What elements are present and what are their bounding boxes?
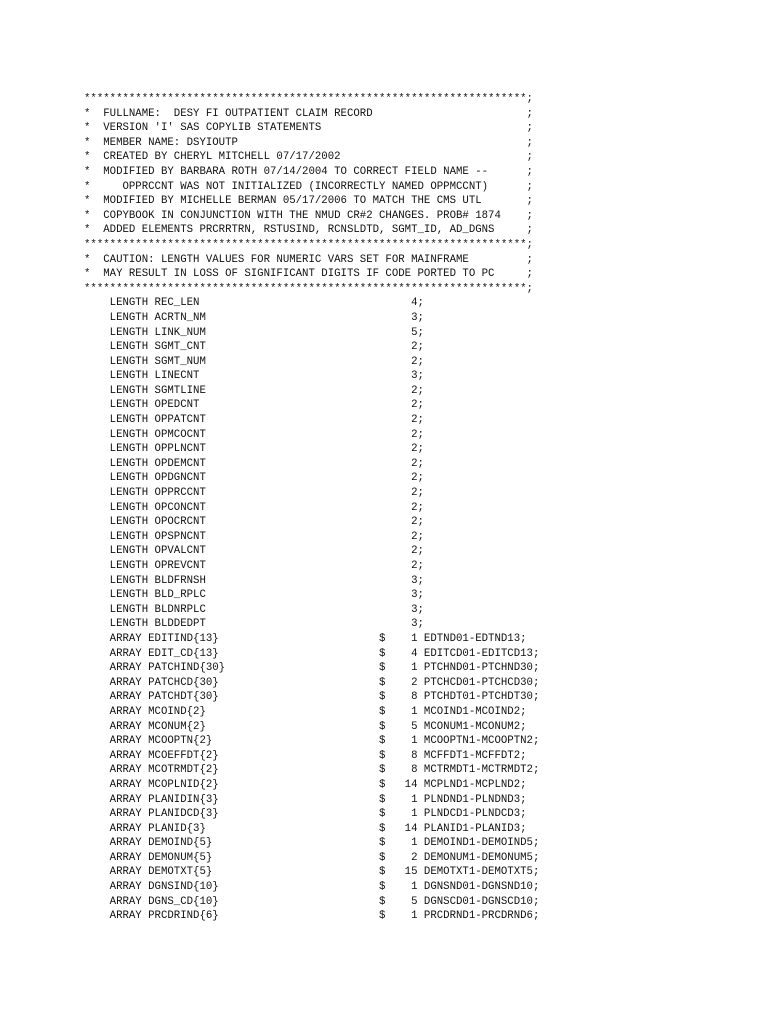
- length-line: LENGTH OPOCRCNT 2;: [84, 516, 424, 529]
- length-line: LENGTH OPCONCNT 2;: [84, 501, 424, 514]
- array-line: ARRAY EDITIND{13} $ 1 EDTND01-EDTND13;: [84, 632, 527, 645]
- array-line: ARRAY PLANIDCD{3} $ 1 PLNDCD1-PLNDCD3;: [84, 808, 527, 821]
- array-line: ARRAY PRCDRIND{6} $ 1 PRCDRND1-PRCDRND6;: [84, 910, 540, 923]
- header-line: * ADDED ELEMENTS PRCRRTRN, RSTUSIND, RCNSLDTD, SGMT_ID, AD_DGNS ;: [84, 224, 533, 237]
- header-line: *********************************************************************;: [84, 282, 533, 295]
- header-line: * MODIFIED BY MICHELLE BERMAN 05/17/2006 TO MATCH THE CMS UTL ;: [84, 195, 533, 208]
- length-line: LENGTH BLDNRPLC 3;: [84, 603, 424, 616]
- array-line: ARRAY EDIT_CD{13} $ 4 EDITCD01-EDITCD13;: [84, 647, 540, 660]
- length-line: LENGTH OPREVCNT 2;: [84, 560, 424, 572]
- header-line: * MODIFIED BY BARBARA ROTH 07/14/2004 TO CORRECT FIELD NAME -- ;: [84, 165, 533, 178]
- array-line: ARRAY DEMONUM{5} $ 2 DEMONUM1-DEMONUM5;: [84, 851, 540, 864]
- array-line: ARRAY PATCHDT{30} $ 8 PTCHDT01-PTCHDT30;: [84, 691, 540, 704]
- length-line: LENGTH BLDDEDPT 3;: [84, 618, 424, 631]
- length-line: LENGTH OPSPNCNT 2;: [84, 530, 424, 543]
- sas-copylib-code: [84, 92, 539, 924]
- array-line: ARRAY DGNSIND{10} $ 1 DGNSND01-DGNSND10;: [84, 881, 540, 894]
- array-line: ARRAY MCONUM{2} $ 5 MCONUM1-MCONUM2;: [84, 720, 527, 733]
- length-line: LENGTH SGMT_NUM 2;: [84, 355, 424, 368]
- length-line: LENGTH OPMCOCNT 2;: [84, 428, 424, 441]
- length-line: LENGTH OPVALCNT 2;: [84, 545, 424, 558]
- header-line: * CAUTION: LENGTH VALUES FOR NUMERIC VARS SET FOR MAINFRAME ;: [84, 253, 533, 266]
- header-line: * CREATED BY CHERYL MITCHELL 07/17/2002 ;: [84, 151, 533, 164]
- header-line: * FULLNAME: DESY FI OUTPATIENT CLAIM RECORD ;: [84, 107, 533, 120]
- array-line: ARRAY PLANIDIN{3} $ 1 PLNDND1-PLNDND3;: [84, 793, 527, 806]
- length-line: LENGTH LINECNT 3;: [84, 370, 424, 383]
- header-line: *********************************************************************;: [84, 238, 533, 251]
- length-line: LENGTH LINK_NUM 5;: [84, 326, 424, 339]
- array-line: ARRAY PLANID{3} $ 14 PLANID1-PLANID3;: [84, 822, 527, 835]
- array-line: ARRAY DGNS_CD{10} $ 5 DGNSCD01-DGNSCD10;: [84, 895, 540, 908]
- length-line: LENGTH OPPLNCNT 2;: [84, 443, 424, 456]
- array-line: ARRAY MCOTRMDT{2} $ 8 MCTRMDT1-MCTRMDT2;: [84, 764, 540, 777]
- header-line: *********************************************************************;: [84, 93, 533, 105]
- header-line: * MEMBER NAME: DSYIOUTP ;: [84, 136, 533, 149]
- length-line: LENGTH OPDEMCNT 2;: [84, 457, 424, 470]
- header-line: * VERSION 'I' SAS COPYLIB STATEMENTS ;: [84, 122, 533, 135]
- array-line: ARRAY MCOPLNID{2} $ 14 MCPLND1-MCPLND2;: [84, 778, 527, 791]
- length-line: LENGTH SGMTLINE 2;: [84, 384, 424, 397]
- length-line: LENGTH BLD_RPLC 3;: [84, 589, 424, 602]
- array-line: ARRAY DEMOIND{5} $ 1 DEMOIND1-DEMOIND5;: [84, 837, 540, 850]
- array-line: ARRAY PATCHCD{30} $ 2 PTCHCD01-PTCHCD30;: [84, 676, 540, 689]
- header-line: * MAY RESULT IN LOSS OF SIGNIFICANT DIGITS IF CODE PORTED TO PC ;: [84, 268, 533, 281]
- array-line: ARRAY MCOEFFDT{2} $ 8 MCFFDT1-MCFFDT2;: [84, 749, 527, 762]
- length-line: LENGTH SGMT_CNT 2;: [84, 341, 424, 354]
- length-line: LENGTH OPDGNCNT 2;: [84, 472, 424, 485]
- array-line: ARRAY MCOOPTN{2} $ 1 MCOOPTN1-MCOOPTN2;: [84, 735, 540, 748]
- length-line: LENGTH ACRTN_NM 3;: [84, 311, 424, 324]
- length-line: LENGTH OPEDCNT 2;: [84, 399, 424, 412]
- header-line: * COPYBOOK IN CONJUNCTION WITH THE NMUD CR#2 CHANGES. PROB# 1874 ;: [84, 209, 533, 222]
- array-line: ARRAY DEMOTXT{5} $ 15 DEMOTXT1-DEMOTXT5;: [84, 866, 540, 879]
- array-line: ARRAY PATCHIND{30} $ 1 PTCHND01-PTCHND30;: [84, 662, 540, 675]
- length-line: LENGTH OPPRCCNT 2;: [84, 487, 424, 500]
- length-line: LENGTH OPPATCNT 2;: [84, 414, 424, 427]
- header-line: * OPPRCCNT WAS NOT INITIALIZED (INCORRECTLY NAMED OPPMCCNT) ;: [84, 180, 533, 193]
- length-line: LENGTH REC_LEN 4;: [84, 297, 424, 310]
- length-line: LENGTH BLDFRNSH 3;: [84, 574, 424, 587]
- array-line: ARRAY MCOIND{2} $ 1 MCOIND1-MCOIND2;: [84, 705, 527, 718]
